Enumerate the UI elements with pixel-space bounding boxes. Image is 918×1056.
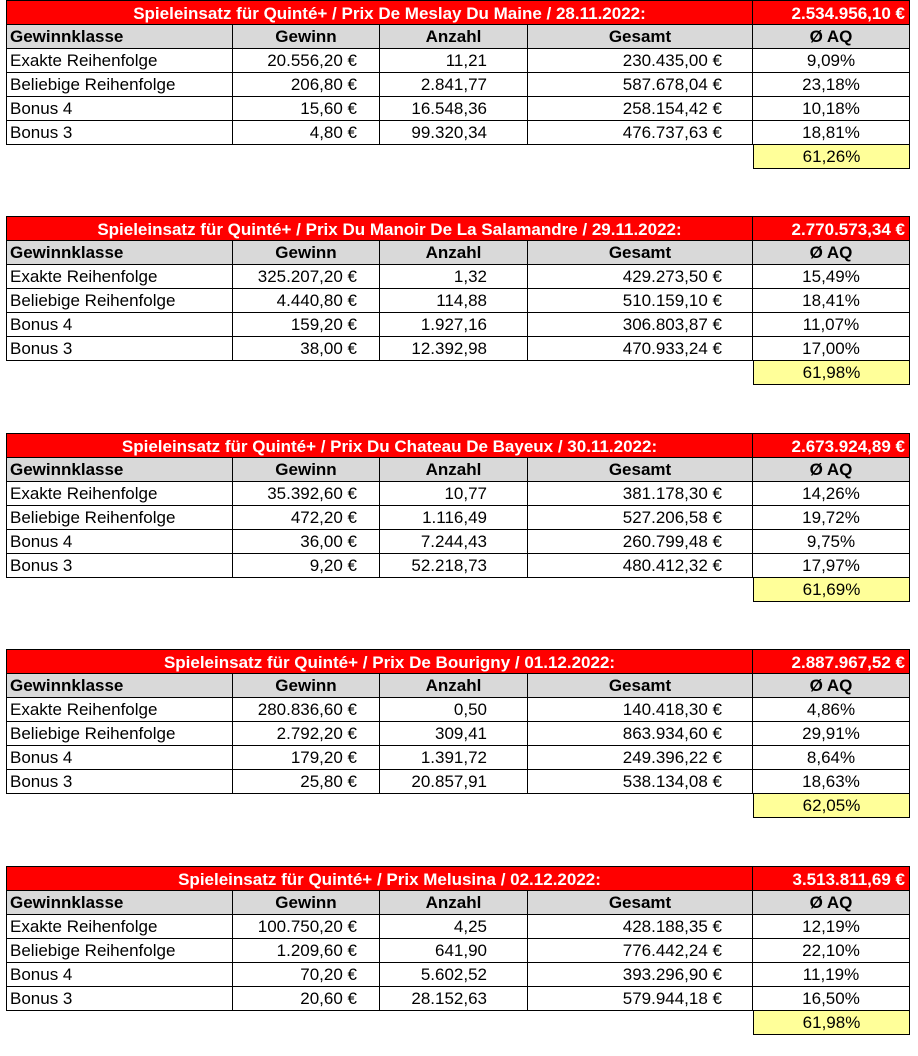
- table-cell: 4,25: [380, 915, 528, 939]
- table-cell: 16.548,36: [380, 97, 528, 121]
- race-title: Spieleinsatz für Quinté+ / Prix De Bourigny / 01.12.2022:: [6, 649, 753, 674]
- table-row: [6, 939, 911, 963]
- table-cell: 9,75%: [753, 530, 910, 554]
- table-cell: 587.678,04 €: [528, 73, 753, 97]
- table-row: [6, 987, 911, 1011]
- table-cell: 29,91%: [753, 722, 910, 746]
- table-row: [6, 49, 911, 73]
- column-header: Anzahl: [380, 458, 528, 482]
- table-cell: 4.440,80 €: [233, 289, 380, 313]
- column-header: Ø AQ: [753, 25, 910, 49]
- aq-sum: 61,69%: [753, 578, 910, 602]
- column-header: Gesamt: [528, 674, 753, 698]
- table-cell: 306.803,87 €: [528, 313, 753, 337]
- column-header: Gewinnklasse: [6, 458, 233, 482]
- table-cell: 5.602,52: [380, 963, 528, 987]
- table-row: [6, 121, 911, 145]
- table-cell: 538.134,08 €: [528, 770, 753, 794]
- table-cell: 12.392,98: [380, 337, 528, 361]
- table-cell: Beliebige Reihenfolge: [6, 73, 233, 97]
- table-cell: 18,41%: [753, 289, 910, 313]
- table-cell: 20,60 €: [233, 987, 380, 1011]
- race-title-row: [6, 0, 911, 25]
- table-cell: 776.442,24 €: [528, 939, 753, 963]
- empty-cell: [6, 1011, 753, 1035]
- table-cell: 99.320,34: [380, 121, 528, 145]
- table-cell: 140.418,30 €: [528, 698, 753, 722]
- sum-row: [6, 794, 911, 818]
- column-header: Ø AQ: [753, 674, 910, 698]
- empty-cell: [6, 578, 753, 602]
- column-header: Anzahl: [380, 891, 528, 915]
- sum-row: [6, 1011, 911, 1035]
- table-cell: 36,00 €: [233, 530, 380, 554]
- table-cell: Bonus 3: [6, 987, 233, 1011]
- table-cell: 206,80 €: [233, 73, 380, 97]
- table-cell: Bonus 3: [6, 554, 233, 578]
- table-cell: Exakte Reihenfolge: [6, 482, 233, 506]
- race-table: [6, 649, 911, 818]
- table-cell: 249.396,22 €: [528, 746, 753, 770]
- table-cell: 2.792,20 €: [233, 722, 380, 746]
- race-title-row: [6, 649, 911, 674]
- table-row: [6, 265, 911, 289]
- table-row: [6, 770, 911, 794]
- race-table: [6, 0, 911, 169]
- table-row: [6, 97, 911, 121]
- table-cell: Beliebige Reihenfolge: [6, 289, 233, 313]
- table-row: [6, 482, 911, 506]
- table-cell: 4,80 €: [233, 121, 380, 145]
- table-cell: 18,81%: [753, 121, 910, 145]
- race-total-stake: 2.887.967,52 €: [753, 649, 910, 674]
- table-cell: 470.933,24 €: [528, 337, 753, 361]
- column-header: Gewinnklasse: [6, 25, 233, 49]
- table-cell: 280.836,60 €: [233, 698, 380, 722]
- table-row: [6, 73, 911, 97]
- table-row: [6, 722, 911, 746]
- table-cell: Beliebige Reihenfolge: [6, 939, 233, 963]
- table-cell: Beliebige Reihenfolge: [6, 506, 233, 530]
- table-row: [6, 746, 911, 770]
- table-cell: 10,18%: [753, 97, 910, 121]
- table-cell: 1.209,60 €: [233, 939, 380, 963]
- aq-sum: 61,26%: [753, 145, 910, 169]
- table-cell: 510.159,10 €: [528, 289, 753, 313]
- table-cell: 159,20 €: [233, 313, 380, 337]
- empty-cell: [6, 361, 753, 385]
- race-title: Spieleinsatz für Quinté+ / Prix Melusina / 02.12.2022:: [6, 866, 753, 891]
- table-cell: 258.154,42 €: [528, 97, 753, 121]
- race-title-row: [6, 433, 911, 458]
- sum-row: [6, 578, 911, 602]
- table-cell: Bonus 4: [6, 97, 233, 121]
- column-header: Ø AQ: [753, 458, 910, 482]
- table-cell: 472,20 €: [233, 506, 380, 530]
- table-cell: 11,19%: [753, 963, 910, 987]
- table-cell: 19,72%: [753, 506, 910, 530]
- race-total-stake: 2.770.573,34 €: [753, 216, 910, 241]
- table-cell: Bonus 4: [6, 313, 233, 337]
- table-cell: 0,50: [380, 698, 528, 722]
- table-cell: 100.750,20 €: [233, 915, 380, 939]
- table-cell: Exakte Reihenfolge: [6, 49, 233, 73]
- column-header: Gewinnklasse: [6, 891, 233, 915]
- table-cell: 114,88: [380, 289, 528, 313]
- column-header: Ø AQ: [753, 241, 910, 265]
- column-header: Gesamt: [528, 241, 753, 265]
- table-cell: 16,50%: [753, 987, 910, 1011]
- column-header: Gesamt: [528, 25, 753, 49]
- column-header: Gewinn: [233, 25, 380, 49]
- column-header: Gewinnklasse: [6, 674, 233, 698]
- column-header: Gesamt: [528, 458, 753, 482]
- sum-row: [6, 145, 911, 169]
- table-cell: 428.188,35 €: [528, 915, 753, 939]
- column-header: Anzahl: [380, 25, 528, 49]
- table-cell: 17,97%: [753, 554, 910, 578]
- race-title: Spieleinsatz für Quinté+ / Prix Du Manoir De La Salamandre / 29.11.2022:: [6, 216, 753, 241]
- table-cell: 260.799,48 €: [528, 530, 753, 554]
- aq-sum: 62,05%: [753, 794, 910, 818]
- table-cell: 476.737,63 €: [528, 121, 753, 145]
- table-cell: 7.244,43: [380, 530, 528, 554]
- table-cell: 38,00 €: [233, 337, 380, 361]
- table-cell: 8,64%: [753, 746, 910, 770]
- table-cell: 1.116,49: [380, 506, 528, 530]
- column-header-row: [6, 458, 911, 482]
- table-row: [6, 337, 911, 361]
- table-cell: 20.556,20 €: [233, 49, 380, 73]
- table-row: [6, 915, 911, 939]
- table-cell: 1.927,16: [380, 313, 528, 337]
- table-cell: 20.857,91: [380, 770, 528, 794]
- column-header: Gewinn: [233, 458, 380, 482]
- table-cell: Exakte Reihenfolge: [6, 265, 233, 289]
- table-cell: 480.412,32 €: [528, 554, 753, 578]
- table-cell: 393.296,90 €: [528, 963, 753, 987]
- column-header-row: [6, 891, 911, 915]
- table-cell: Exakte Reihenfolge: [6, 915, 233, 939]
- table-cell: Bonus 4: [6, 746, 233, 770]
- table-row: [6, 963, 911, 987]
- table-cell: 11,21: [380, 49, 528, 73]
- race-total-stake: 2.673.924,89 €: [753, 433, 910, 458]
- column-header: Anzahl: [380, 241, 528, 265]
- table-cell: Bonus 4: [6, 530, 233, 554]
- race-table: [6, 866, 911, 1035]
- table-cell: 28.152,63: [380, 987, 528, 1011]
- race-title-row: [6, 866, 911, 891]
- table-cell: 10,77: [380, 482, 528, 506]
- table-cell: 429.273,50 €: [528, 265, 753, 289]
- table-cell: 35.392,60 €: [233, 482, 380, 506]
- column-header-row: [6, 25, 911, 49]
- race-total-stake: 2.534.956,10 €: [753, 0, 910, 25]
- table-cell: Bonus 4: [6, 963, 233, 987]
- table-cell: 4,86%: [753, 698, 910, 722]
- race-title: Spieleinsatz für Quinté+ / Prix De Meslay Du Maine / 28.11.2022:: [6, 0, 753, 25]
- table-cell: 641,90: [380, 939, 528, 963]
- table-cell: 9,09%: [753, 49, 910, 73]
- table-cell: 2.841,77: [380, 73, 528, 97]
- table-cell: 11,07%: [753, 313, 910, 337]
- table-cell: 179,20 €: [233, 746, 380, 770]
- race-title-row: [6, 216, 911, 241]
- table-cell: 9,20 €: [233, 554, 380, 578]
- table-cell: 17,00%: [753, 337, 910, 361]
- table-cell: 579.944,18 €: [528, 987, 753, 1011]
- table-row: [6, 698, 911, 722]
- table-row: [6, 530, 911, 554]
- race-title: Spieleinsatz für Quinté+ / Prix Du Chateau De Bayeux / 30.11.2022:: [6, 433, 753, 458]
- column-header: Gewinn: [233, 241, 380, 265]
- table-cell: 25,80 €: [233, 770, 380, 794]
- empty-cell: [6, 794, 753, 818]
- aq-sum: 61,98%: [753, 1011, 910, 1035]
- column-header: Gewinnklasse: [6, 241, 233, 265]
- column-header: Gewinn: [233, 674, 380, 698]
- table-cell: 12,19%: [753, 915, 910, 939]
- table-row: [6, 289, 911, 313]
- column-header-row: [6, 674, 911, 698]
- table-cell: Bonus 3: [6, 121, 233, 145]
- table-cell: 23,18%: [753, 73, 910, 97]
- table-row: [6, 506, 911, 530]
- table-cell: 70,20 €: [233, 963, 380, 987]
- table-cell: 22,10%: [753, 939, 910, 963]
- column-header: Gesamt: [528, 891, 753, 915]
- table-cell: 15,60 €: [233, 97, 380, 121]
- sum-row: [6, 361, 911, 385]
- table-row: [6, 313, 911, 337]
- table-cell: 309,41: [380, 722, 528, 746]
- table-cell: 325.207,20 €: [233, 265, 380, 289]
- table-cell: Exakte Reihenfolge: [6, 698, 233, 722]
- column-header: Ø AQ: [753, 891, 910, 915]
- table-cell: 527.206,58 €: [528, 506, 753, 530]
- table-cell: Bonus 3: [6, 770, 233, 794]
- table-cell: 1,32: [380, 265, 528, 289]
- table-cell: Beliebige Reihenfolge: [6, 722, 233, 746]
- table-cell: 14,26%: [753, 482, 910, 506]
- table-cell: 52.218,73: [380, 554, 528, 578]
- table-cell: 230.435,00 €: [528, 49, 753, 73]
- table-cell: 863.934,60 €: [528, 722, 753, 746]
- table-cell: 15,49%: [753, 265, 910, 289]
- table-row: [6, 554, 911, 578]
- column-header-row: [6, 241, 911, 265]
- race-table: [6, 433, 911, 602]
- empty-cell: [6, 145, 753, 169]
- column-header: Anzahl: [380, 674, 528, 698]
- column-header: Gewinn: [233, 891, 380, 915]
- table-cell: 1.391,72: [380, 746, 528, 770]
- aq-sum: 61,98%: [753, 361, 910, 385]
- race-table: [6, 216, 911, 385]
- race-total-stake: 3.513.811,69 €: [753, 866, 910, 891]
- table-cell: 381.178,30 €: [528, 482, 753, 506]
- table-cell: Bonus 3: [6, 337, 233, 361]
- table-cell: 18,63%: [753, 770, 910, 794]
